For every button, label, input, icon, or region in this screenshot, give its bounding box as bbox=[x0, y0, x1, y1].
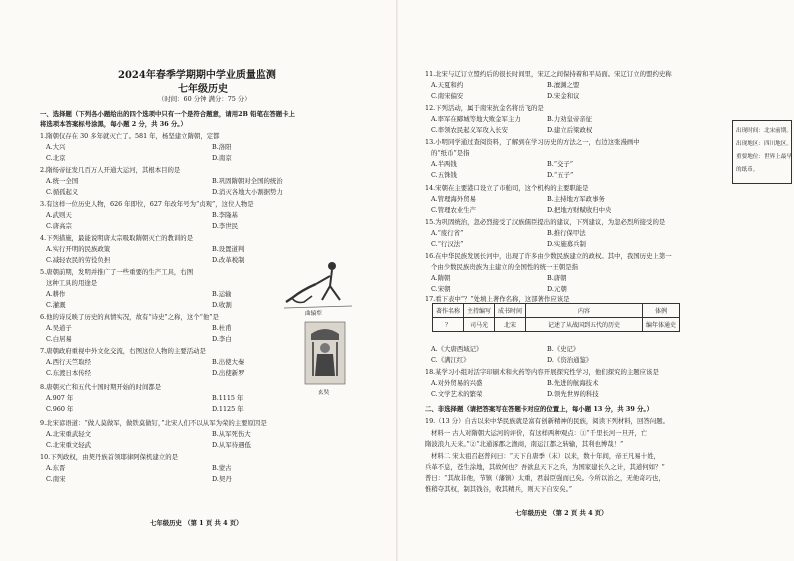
question-line: 16.在中华民族发展长河中，出现了许多由少数民族建立的政权。其中，我国历史上第一 bbox=[425, 252, 672, 260]
option: C.唐高宗 bbox=[46, 222, 72, 230]
option: A.吴道子 bbox=[46, 324, 72, 332]
option: B.推行保甲法 bbox=[547, 229, 586, 237]
option: D.从军待遇低 bbox=[212, 441, 251, 449]
table-cell: ？ bbox=[433, 318, 464, 332]
option: A.对外贸易的兴盛 bbox=[431, 379, 483, 387]
option: B.李隆基 bbox=[212, 211, 238, 219]
option: A.东晋 bbox=[46, 464, 66, 472]
option: A.武则天 bbox=[46, 211, 72, 219]
option: D.元朝 bbox=[547, 285, 567, 293]
option: D.消灭各地大小割据势力 bbox=[212, 188, 283, 196]
option: D.宋金和议 bbox=[547, 92, 580, 100]
table-cell: 北宋 bbox=[495, 318, 526, 332]
option: B.巩固隋朝对全国的统治 bbox=[212, 177, 283, 185]
option: C.文学艺术的繁荣 bbox=[431, 390, 483, 398]
info-line: 的纸币。 bbox=[736, 167, 759, 173]
question-line: 18.某学习小组对活字印刷术和火药等内容开展探究性学习，他们探究的主题应该是 bbox=[425, 368, 659, 376]
exam-title: 2024年春季学期期中学业质量监测 bbox=[118, 70, 276, 81]
option: D.把地方财赋收归中央 bbox=[547, 206, 612, 214]
option: A.“废行省” bbox=[431, 229, 464, 237]
option: C.循孤起义 bbox=[46, 188, 79, 196]
question-line: 13.小明同学通过查阅资料，了解到在学习历史的方法之一，右边这张漫画中 bbox=[425, 138, 640, 146]
option: B.出使大秦 bbox=[212, 358, 245, 366]
material-2-line: 惟稍夺其权，制其钱谷，收其精兵，则天下自安矣。” bbox=[425, 485, 573, 493]
table-row bbox=[433, 318, 680, 332]
option: D.《资治通鉴》 bbox=[547, 356, 593, 364]
option: B.主持地方军政事务 bbox=[547, 195, 605, 203]
info-line: 出现地区：四川地区。 bbox=[736, 141, 792, 147]
option: D.李白 bbox=[212, 335, 232, 343]
question-line: 14.宋朝在主要港口设立了市舶司，这个机构的主要职能是 bbox=[425, 184, 589, 192]
option: C.率领农民起义军攻入长安 bbox=[431, 126, 508, 134]
option: B.设置道判 bbox=[212, 245, 245, 253]
option: B.1115 年 bbox=[212, 394, 244, 402]
option: C.北京 bbox=[46, 154, 66, 162]
option: A.耕作 bbox=[46, 290, 66, 298]
table-header-cell: 内容 bbox=[526, 304, 643, 318]
exam-subject: 七年级历史 bbox=[178, 84, 228, 95]
question-line: 11.北宋与辽订立盟约后的很长时间里，宋辽之间保持着和平局面。宋辽订立的盟约史称 bbox=[425, 70, 672, 78]
option: B.“交子” bbox=[547, 160, 574, 168]
option: C.南宋偏安 bbox=[431, 92, 464, 100]
material-2-line: 材料二 宋太祖召赵普问曰：“天下自唐季（末）以来，数十年间，帝王凡易十姓， bbox=[431, 452, 660, 460]
plow-image bbox=[282, 256, 354, 318]
question-line: 个由少数民族贵族为主建立的全国性的统一王朝是指 bbox=[431, 263, 578, 271]
question-line: 15.为巩固统治，忽必烈接受了汉族儒臣提出的建议，下列建议，为忽必烈所接受的是 bbox=[425, 218, 666, 226]
question-line: 4.下列措施，最能说明唐太宗吸取隋朝灭亡的教训的是 bbox=[40, 234, 194, 242]
option: A.实行开明的民族政策 bbox=[46, 245, 111, 253]
question-line: 9.北宋谚语道：“做人莫做军，做铁莫做钉，”北宋人们不以从军为荣的主要原因是 bbox=[40, 419, 267, 427]
option: A.907 年 bbox=[46, 394, 74, 402]
option: D.出使新罗 bbox=[212, 369, 245, 377]
option: C.960 年 bbox=[46, 405, 74, 413]
question-line: 7.唐朝政府重视中外文化交流，右图这位人物的主要活动是 bbox=[40, 347, 206, 355]
option: B.《史记》 bbox=[547, 345, 580, 353]
option: D.改革税制 bbox=[212, 256, 245, 264]
page-footer-left: 七年级历史 （第 1 页 共 4 页） bbox=[150, 519, 243, 527]
question-line: 这种工具的用途是 bbox=[46, 279, 98, 287]
option: C.“行汉法” bbox=[431, 240, 464, 248]
option: A.半两钱 bbox=[431, 160, 457, 168]
option: B.运输 bbox=[212, 290, 232, 298]
question-line: 5.唐朝前期，发明并推广了一些重要的生产工具，右图 bbox=[40, 268, 194, 276]
option: B.先进的航海技术 bbox=[547, 379, 599, 387]
question-line: 12.下列活动，属于南宋抗金名将岳飞的是 bbox=[425, 104, 544, 112]
option: A.率军在郾城等地大败金军主力 bbox=[431, 115, 521, 123]
page-footer-right: 七年级历史 （第 2 页 共 4 页） bbox=[515, 509, 608, 517]
section2-heading: 二、非选择题（请把答案写在答题卡对应的位置上，每小题 13 分，共 39 分。） bbox=[425, 405, 653, 413]
option: A.西行天竺取经 bbox=[46, 358, 91, 366]
material-2-line: 兵革不息，苍生涂地，其故何也？吾欲息天下之兵，为国家建长久之计，其道何如？” bbox=[425, 463, 665, 471]
table-header-cell: 成书时间 bbox=[495, 304, 526, 318]
table-cell: 编年体通史 bbox=[643, 318, 680, 332]
jiaozi-info-box bbox=[732, 120, 792, 184]
question-line: 的“纸币”是指 bbox=[431, 149, 470, 157]
question-line: 10.下列政权，由契丹族首领耶律阿保机建立的是 bbox=[40, 453, 178, 461]
option: C.《满江红》 bbox=[431, 356, 470, 364]
option: C.宋朝 bbox=[431, 285, 451, 293]
option: B.唐朝 bbox=[547, 274, 567, 282]
book-info-table bbox=[432, 303, 680, 332]
option: B.从军死伤大 bbox=[212, 430, 251, 438]
section1-heading: 一、选择题（下列各小题给出的四个选项中只有一个是符合题意，请用2B 铅笔在答题卡上 bbox=[40, 110, 295, 118]
table-cell: 记述了从战国到五代的历史 bbox=[526, 318, 643, 332]
option: C.南宋 bbox=[46, 475, 66, 483]
question-line: 1.隋朝仅存在 30 多年就灭亡了。581 年，杨坚建立隋朝，定都 bbox=[40, 132, 220, 140]
option: A.隋朝 bbox=[431, 274, 451, 282]
option: D.收割 bbox=[212, 301, 232, 309]
xuanzang-caption: 玄奘 bbox=[318, 390, 330, 396]
option: B.力劝皇帝亲征 bbox=[547, 115, 593, 123]
option: D.“五子” bbox=[547, 171, 574, 179]
option: D.建立后梁政权 bbox=[547, 126, 593, 134]
option: C.北宋重文轻武 bbox=[46, 441, 92, 449]
info-line: 出现时间：北宋前期。 bbox=[736, 128, 792, 134]
option: D.领先世界的科技 bbox=[547, 390, 599, 398]
option: A.大兴 bbox=[46, 143, 66, 151]
option: C.减轻农民的劳役负担 bbox=[46, 256, 111, 264]
option: B.洛阳 bbox=[212, 143, 232, 151]
question-line: 8.唐朝灭亡和五代十国时期开始的时间都是 bbox=[40, 383, 162, 391]
question-line: 3.有这样一位历史人物，626 年即位，627 年改年号为“贞观”，这位人物是 bbox=[40, 200, 254, 208]
option: A.《大唐西域记》 bbox=[431, 345, 483, 353]
option: D.南京 bbox=[212, 154, 232, 162]
option: C.白居易 bbox=[46, 335, 72, 343]
option: B.杜甫 bbox=[212, 324, 232, 332]
option: C.管理农业生产 bbox=[431, 206, 477, 214]
question-line: 17.看下表中“？”处填上著作名称，这部著作应该是 bbox=[425, 295, 570, 303]
option: C.五铢钱 bbox=[431, 171, 457, 179]
table-header-cell: 著作名称 bbox=[433, 304, 464, 318]
table-header-row bbox=[433, 304, 680, 318]
option: B.澶渊之盟 bbox=[547, 81, 580, 89]
question-line: 2.隋炀帝征发几百万人开通大运河，其根本目的是 bbox=[40, 166, 181, 174]
material-2-line: 普曰：“其故非他，节镇（藩镇）太重，君弱臣强而已矣。今所以治之，无他奇巧也， bbox=[425, 474, 665, 482]
page-2 bbox=[397, 0, 794, 561]
question-line: 6.他的诗反映了历史的真情实况，故有“诗史”之称，这个“他”是 bbox=[40, 313, 219, 321]
question-19: 19.（13 分）自古以来中华民族就是富有创新精神的民族，阅读下列材料，回答问题。 bbox=[425, 417, 669, 425]
option: D.1125 年 bbox=[212, 405, 244, 413]
option: A.天夏和约 bbox=[431, 81, 464, 89]
option: D.李世民 bbox=[212, 222, 239, 230]
option: A.统一全国 bbox=[46, 177, 79, 185]
material-1-line: 隋波浪九天来。”②“北通涿郡之渔商，南运江都之转输，其利也博哉！” bbox=[425, 440, 624, 448]
option: A.管理海外贸易 bbox=[431, 195, 476, 203]
option: A.北宋重武轻文 bbox=[46, 430, 91, 438]
info-line: 重要地位：世界上最早 bbox=[736, 154, 792, 160]
option: B.蒙古 bbox=[212, 464, 232, 472]
exam-time-score: （时间：60 分钟 满分：75 分） bbox=[158, 95, 251, 103]
option: D.实施募兵制 bbox=[547, 240, 586, 248]
section1-heading-cont: 将选项本答案标号涂黑，每小题 2 分，共 36 分。） bbox=[40, 120, 187, 128]
material-1-line: 材料一 古人对隋朝大运河的评价，有这样两种观点：①“千里长河一旦开，亡 bbox=[431, 429, 648, 437]
option: C.东渡日本传经 bbox=[46, 369, 92, 377]
option: D.契丹 bbox=[212, 475, 232, 483]
table-cell: 司马光 bbox=[464, 318, 495, 332]
table-header-cell: 主持编写 bbox=[464, 304, 495, 318]
table-header-cell: 体例 bbox=[643, 304, 680, 318]
xuanzang-image bbox=[303, 320, 347, 386]
plow-caption: 曲辕犁 bbox=[305, 311, 322, 317]
option: C.灌溉 bbox=[46, 301, 66, 309]
